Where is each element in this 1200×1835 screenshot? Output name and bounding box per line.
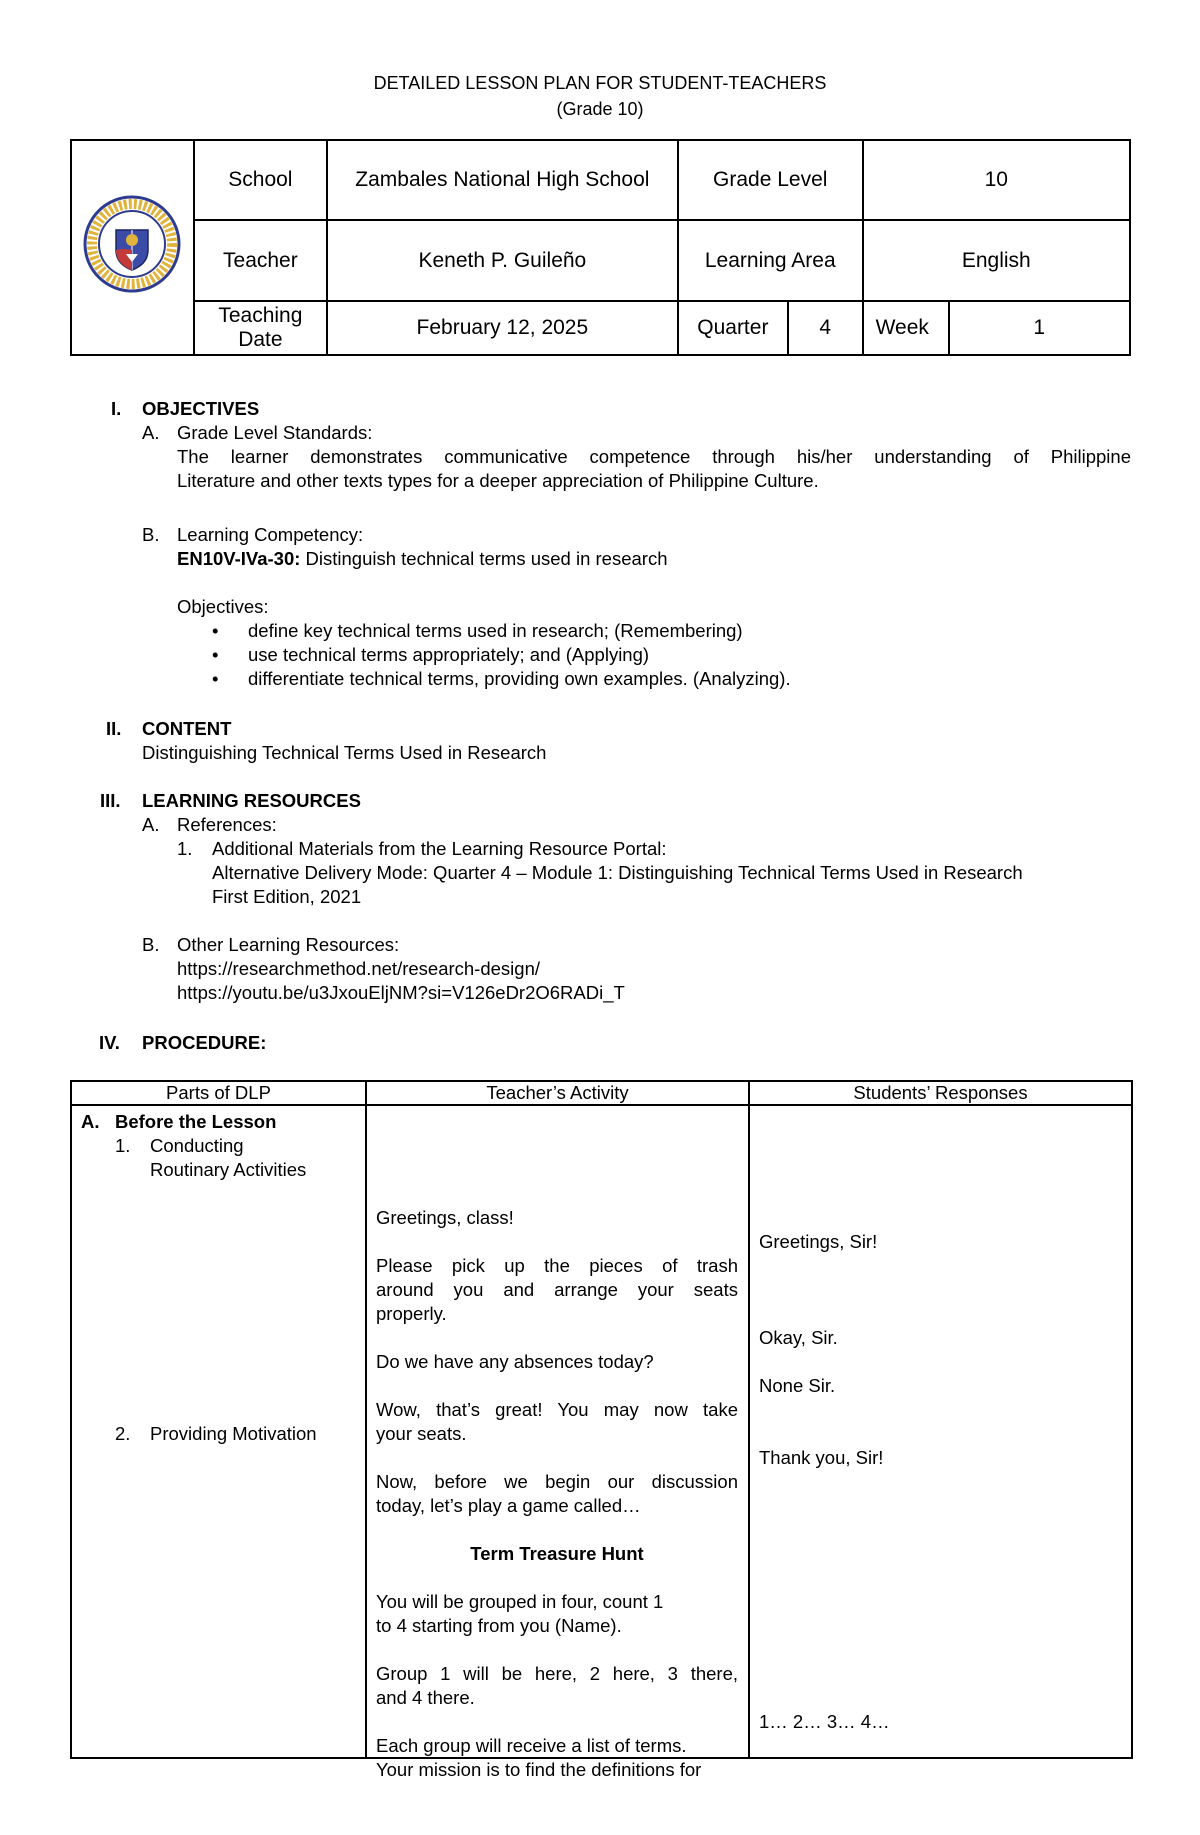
teacher-line: your seats. xyxy=(376,1423,467,1444)
competency-code: EN10V-IVa-30: xyxy=(177,548,301,569)
reference-item-line2: Alternative Delivery Mode: Quarter 4 – Module 1: Distinguishing Technical Terms Used in Research xyxy=(212,862,1023,883)
teacher-line: properly. xyxy=(376,1303,447,1324)
bullet-icon: • xyxy=(212,668,219,689)
teacher-line: You will be grouped in four, count 1 xyxy=(376,1591,664,1612)
part-routinary-line2: Routinary Activities xyxy=(150,1159,307,1180)
document-title: DETAILED LESSON PLAN FOR STUDENT-TEACHERS xyxy=(373,73,827,93)
section-number: II. xyxy=(106,718,122,739)
teacher-label: Teacher xyxy=(194,220,327,301)
section-heading-objectives: OBJECTIVES xyxy=(142,398,260,419)
learning-area-value: English xyxy=(863,220,1130,301)
school-label: School xyxy=(194,140,327,220)
part-number: 1. xyxy=(115,1135,131,1156)
teacher-line: Greetings, class! xyxy=(376,1207,514,1228)
part-routinary-line1: Conducting xyxy=(150,1135,244,1156)
objective-item: differentiate technical terms, providing own examples. (Analyzing). xyxy=(248,668,791,689)
grade-level-value: 10 xyxy=(863,140,1130,220)
list-letter: A. xyxy=(142,422,160,443)
document-subtitle: (Grade 10) xyxy=(556,99,644,119)
teacher-line: Group 1 will be here, 2 here, 3 there, xyxy=(376,1663,738,1684)
resource-link[interactable]: https://researchmethod.net/research-design/ xyxy=(177,958,540,979)
grade-level-standards-title: Grade Level Standards: xyxy=(177,422,373,443)
objective-item: define key technical terms used in research; (Remembering) xyxy=(248,620,743,641)
student-responses-cell xyxy=(749,1105,1132,1758)
column-header-parts: Parts of DLP xyxy=(71,1081,366,1105)
teacher-line: Each group will receive a list of terms. xyxy=(376,1735,687,1756)
teacher-line: Do we have any absences today? xyxy=(376,1351,654,1372)
section-heading-procedure: PROCEDURE: xyxy=(142,1032,267,1053)
other-resources-title: Other Learning Resources: xyxy=(177,934,400,955)
student-response: Greetings, Sir! xyxy=(759,1231,878,1252)
part-title-before-lesson: Before the Lesson xyxy=(115,1111,277,1132)
part-motivation: Providing Motivation xyxy=(150,1423,317,1444)
game-title: Term Treasure Hunt xyxy=(470,1543,644,1564)
bullet-icon: • xyxy=(212,620,219,641)
objective-item: use technical terms appropriately; and (Applying) xyxy=(248,644,650,665)
section-number: I. xyxy=(111,398,122,419)
student-response: Thank you, Sir! xyxy=(759,1447,884,1468)
part-number: 2. xyxy=(115,1423,131,1444)
list-letter: A. xyxy=(142,814,160,835)
standards-text-line1: The learner demonstrates communicative competence through his/her understanding of Philippine xyxy=(177,446,1131,467)
learning-area-label: Learning Area xyxy=(678,220,863,301)
student-response: Okay, Sir. xyxy=(759,1327,838,1348)
grade-level-label: Grade Level xyxy=(678,140,863,220)
bullet-icon: • xyxy=(212,644,219,665)
standards-text-line2: Literature and other texts types for a deeper appreciation of Philippine Culture. xyxy=(177,470,819,491)
teacher-line: around you and arrange your seats xyxy=(376,1279,738,1300)
section-number: IV. xyxy=(99,1032,120,1053)
school-value: Zambales National High School xyxy=(327,140,678,220)
reference-item-line1: Additional Materials from the Learning Resource Portal: xyxy=(212,838,667,859)
teaching-date-label-line1: Teaching xyxy=(218,304,303,327)
deped-logo-cell xyxy=(71,140,194,355)
list-letter: B. xyxy=(142,934,160,955)
content-text: Distinguishing Technical Terms Used in Research xyxy=(142,742,547,763)
teacher-line: to 4 starting from you (Name). xyxy=(376,1615,622,1636)
list-letter: B. xyxy=(142,524,160,545)
resource-link[interactable]: https://youtu.be/u3JxouEljNM?si=V126eDr2O6RADi_T xyxy=(177,982,625,1003)
student-response: 1… 2… 3… 4… xyxy=(759,1711,890,1732)
objectives-title: Objectives: xyxy=(177,596,269,617)
teaching-date-label-line2: Date xyxy=(238,328,283,351)
quarter-label: Quarter xyxy=(678,301,788,355)
list-number: 1. xyxy=(177,838,193,859)
learning-competency-title: Learning Competency: xyxy=(177,524,364,545)
column-header-teacher: Teacher’s Activity xyxy=(366,1081,749,1105)
teaching-date-value: February 12, 2025 xyxy=(327,301,678,355)
learning-competency-text xyxy=(177,547,668,571)
section-heading-resources: LEARNING RESOURCES xyxy=(142,790,361,811)
parts-cell xyxy=(71,1105,366,1758)
part-letter: A. xyxy=(81,1111,100,1132)
teacher-value: Keneth P. Guileño xyxy=(327,220,678,301)
teacher-line: and 4 there. xyxy=(376,1687,475,1708)
references-title: References: xyxy=(177,814,277,835)
competency-description: Distinguish technical terms used in research xyxy=(300,548,668,569)
deped-seal-icon xyxy=(82,194,182,294)
teacher-line: today, let’s play a game called… xyxy=(376,1495,641,1516)
teacher-line: Your mission is to find the definitions for xyxy=(376,1759,702,1780)
section-number: III. xyxy=(100,790,121,811)
teacher-activity-cell xyxy=(366,1105,749,1780)
column-header-students: Students’ Responses xyxy=(749,1081,1132,1105)
week-value: 1 xyxy=(949,301,1130,355)
procedure-table xyxy=(70,1080,1133,1780)
teaching-date-label xyxy=(194,301,327,355)
quarter-value: 4 xyxy=(788,301,863,355)
student-response: None Sir. xyxy=(759,1375,836,1396)
reference-item-line3: First Edition, 2021 xyxy=(212,886,362,907)
lesson-header-table xyxy=(70,139,1131,356)
week-label: Week xyxy=(863,301,949,355)
section-heading-content: CONTENT xyxy=(142,718,232,739)
teacher-line: Now, before we begin our discussion xyxy=(376,1471,738,1492)
teacher-line: Please pick up the pieces of trash xyxy=(376,1255,738,1276)
teacher-line: Wow, that’s great! You may now take xyxy=(376,1399,738,1420)
